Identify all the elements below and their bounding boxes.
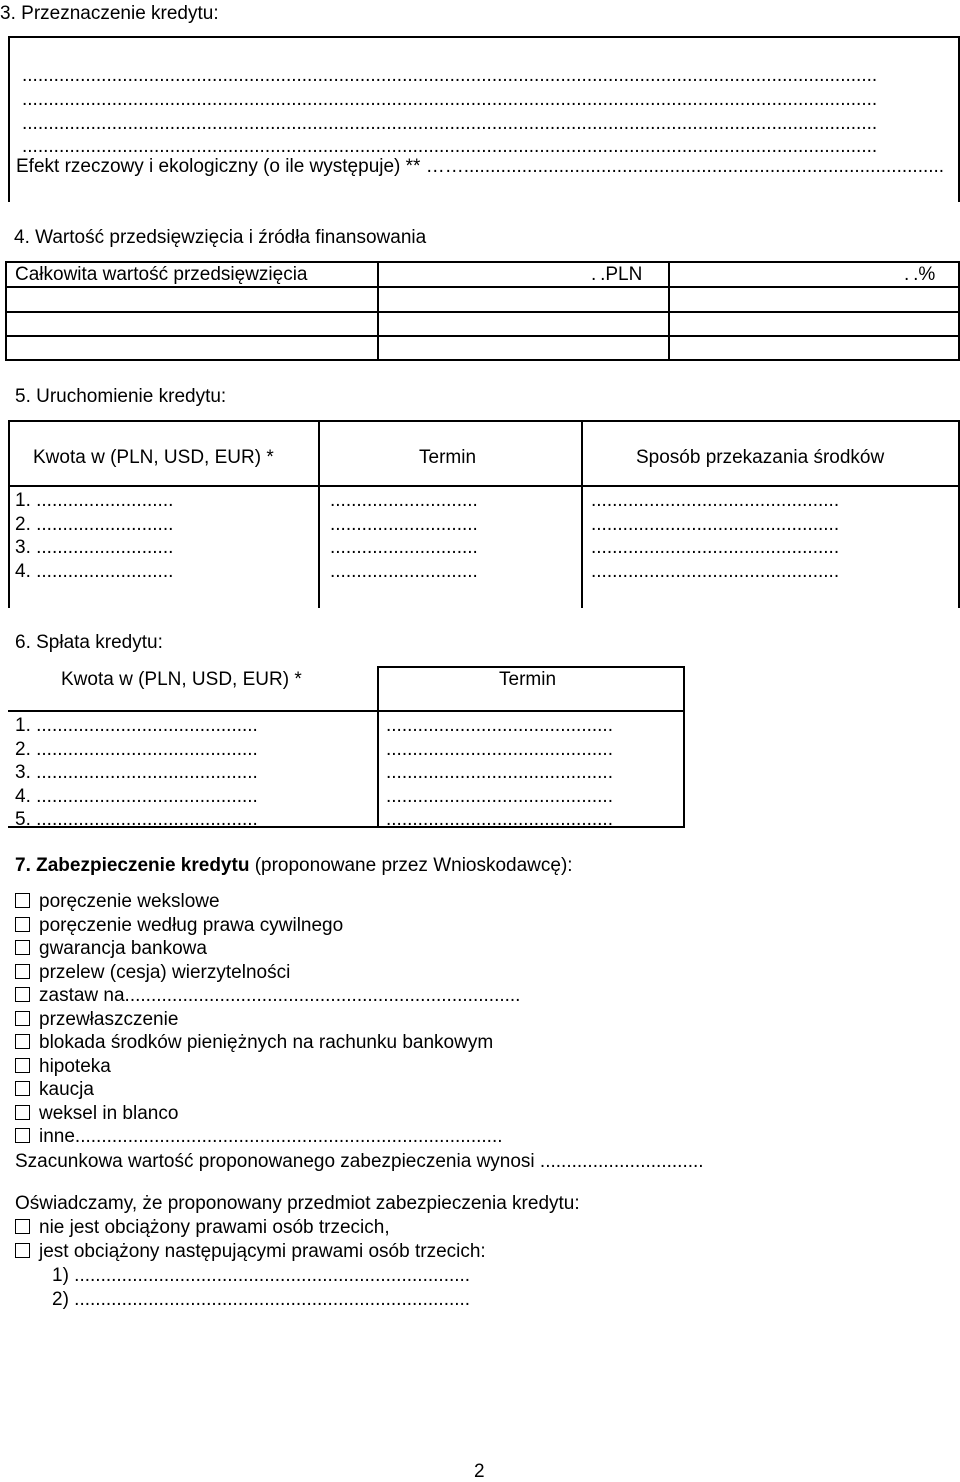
table-row: 2. ..........................: [15, 513, 174, 535]
section4-row-divider: [5, 311, 960, 313]
table-row: 1. ..........................: [15, 490, 174, 511]
section6-header-divider: [8, 710, 685, 712]
declaration-item: 1) ...........................................................................: [52, 1265, 471, 1286]
section4-col-divider: [668, 261, 670, 361]
col-amount-header: Kwota w (PLN, USD, EUR) *: [61, 669, 302, 690]
col-term-header: Termin: [419, 447, 477, 468]
checkbox[interactable]: [15, 1011, 30, 1026]
table-row: ............................: [330, 490, 478, 511]
option-label: zastaw na...........................................................................: [39, 985, 521, 1006]
section5-col-divider: [318, 420, 320, 608]
col-amount-header: Kwota w (PLN, USD, EUR) *: [33, 447, 274, 468]
table-row: ...............................................: [591, 560, 840, 582]
effect-label: Efekt rzeczowy i ekologiczny (o ile występuje) **: [16, 157, 421, 176]
option-label: poręczenie według prawa cywilnego: [39, 914, 344, 936]
section3-title-text: Przeznaczenie kredytu: [21, 3, 214, 24]
table-row: 4. ..........................................: [15, 785, 258, 807]
section4-title: 4. Wartość przedsięwzięcia i źródła finansowania: [14, 227, 427, 248]
section3-dots-line: ..................................................................................................................................................................: [22, 66, 878, 85]
option-label: weksel in blanco: [39, 1102, 179, 1124]
checkbox[interactable]: [15, 893, 30, 908]
checkbox[interactable]: [15, 917, 30, 932]
section7-title-bold: 7. Zabezpieczenie kredytu: [15, 855, 250, 876]
table-row: 3. ..........................: [15, 537, 174, 558]
section5-term-list: [330, 489, 573, 583]
section3-dots-line: ..................................................................................................................................................................: [22, 114, 878, 133]
percent-label: . .%: [904, 264, 936, 285]
table-row: 4. ..........................: [15, 560, 174, 582]
section3-title-num: 3.: [0, 3, 16, 24]
table-row: ...............................................: [591, 490, 840, 511]
checkbox[interactable]: [15, 1105, 30, 1120]
page-number: 2: [474, 1461, 485, 1482]
table-row: ............................: [330, 513, 478, 535]
section5-col-divider: [581, 420, 583, 608]
section6-amount-list: [15, 714, 367, 832]
section6-col-divider: [377, 666, 379, 828]
col-method-header: Sposób przekazania środków: [636, 447, 885, 468]
table-row: ............................: [330, 560, 478, 582]
declaration-item: 2) ...........................................................................: [52, 1289, 471, 1310]
checkbox[interactable]: [15, 940, 30, 955]
checkbox[interactable]: [15, 1219, 30, 1234]
section3-title-colon: :: [213, 3, 219, 24]
option-label: gwarancja bankowa: [39, 938, 207, 959]
section6-header-top: [377, 666, 685, 668]
table-row: ...........................................: [386, 762, 613, 783]
effect-dots: ……...........................................................................................: [420, 157, 945, 176]
option-label: blokada środków pieniężnych na rachunku bankowym: [39, 1032, 494, 1053]
section3-effect-line: [16, 157, 948, 176]
section5-title: 5. Uruchomienie kredytu:: [15, 386, 227, 407]
section5-amount-list: [15, 489, 310, 583]
option-label: kaucja: [39, 1079, 94, 1100]
col-term-header: Termin: [499, 669, 557, 690]
total-value-label: Całkowita wartość przedsięwzięcia: [15, 264, 308, 285]
checkbox[interactable]: [15, 1081, 30, 1096]
checkbox[interactable]: [15, 1128, 30, 1143]
security-value-line: Szacunkowa wartość proponowanego zabezpieczenia wynosi ...............................: [15, 1151, 704, 1172]
table-row: 5. ..........................................: [15, 809, 258, 830]
section7-title: [15, 856, 573, 875]
section3-dots-line: ..................................................................................................................................................................: [22, 137, 878, 156]
table-row: ...........................................: [386, 785, 613, 807]
declaration-text: Oświadczamy, że proponowany przedmiot zabezpieczenia kredytu:: [15, 1193, 580, 1214]
pln-label: . .PLN: [591, 264, 643, 285]
option-label: przelew (cesja) wierzytelności: [39, 961, 291, 983]
table-row: ...........................................: [386, 809, 613, 830]
checkbox[interactable]: [15, 964, 30, 979]
section6-term-list: [386, 714, 678, 832]
section5-method-list: [591, 489, 951, 583]
checkbox[interactable]: [15, 1034, 30, 1049]
checkbox[interactable]: [15, 1058, 30, 1073]
option-label: jest obciążony następującymi prawami osób trzecich:: [39, 1240, 486, 1262]
section3-title: [0, 4, 219, 23]
section6-title: 6. Spłata kredytu:: [15, 632, 163, 653]
table-row: ............................: [330, 537, 478, 558]
table-row: 3. ..........................................: [15, 762, 258, 783]
checkbox[interactable]: [15, 987, 30, 1002]
option-label: hipoteka: [39, 1055, 111, 1077]
table-row: ...............................................: [591, 537, 840, 558]
table-row: ...........................................: [386, 738, 613, 760]
section5-header-divider: [8, 485, 960, 487]
table-row: ...............................................: [591, 513, 840, 535]
table-row: 2. ..........................................: [15, 738, 258, 760]
option-label: inne.................................................................................: [39, 1126, 503, 1147]
option-label: przewłaszczenie: [39, 1008, 179, 1030]
section3-dots-line: ..................................................................................................................................................................: [22, 90, 878, 109]
option-label: poręczenie wekslowe: [39, 891, 220, 912]
table-row: 1. ..........................................: [15, 715, 258, 736]
section4-row-divider: [5, 286, 960, 288]
section7-title-rest: (proponowane przez Wnioskodawcę):: [249, 855, 573, 876]
table-row: ...........................................: [386, 715, 613, 736]
option-label: nie jest obciążony prawami osób trzecich,: [39, 1217, 390, 1238]
section4-row-divider: [5, 335, 960, 337]
checkbox[interactable]: [15, 1243, 30, 1258]
section4-col-divider: [377, 261, 379, 361]
